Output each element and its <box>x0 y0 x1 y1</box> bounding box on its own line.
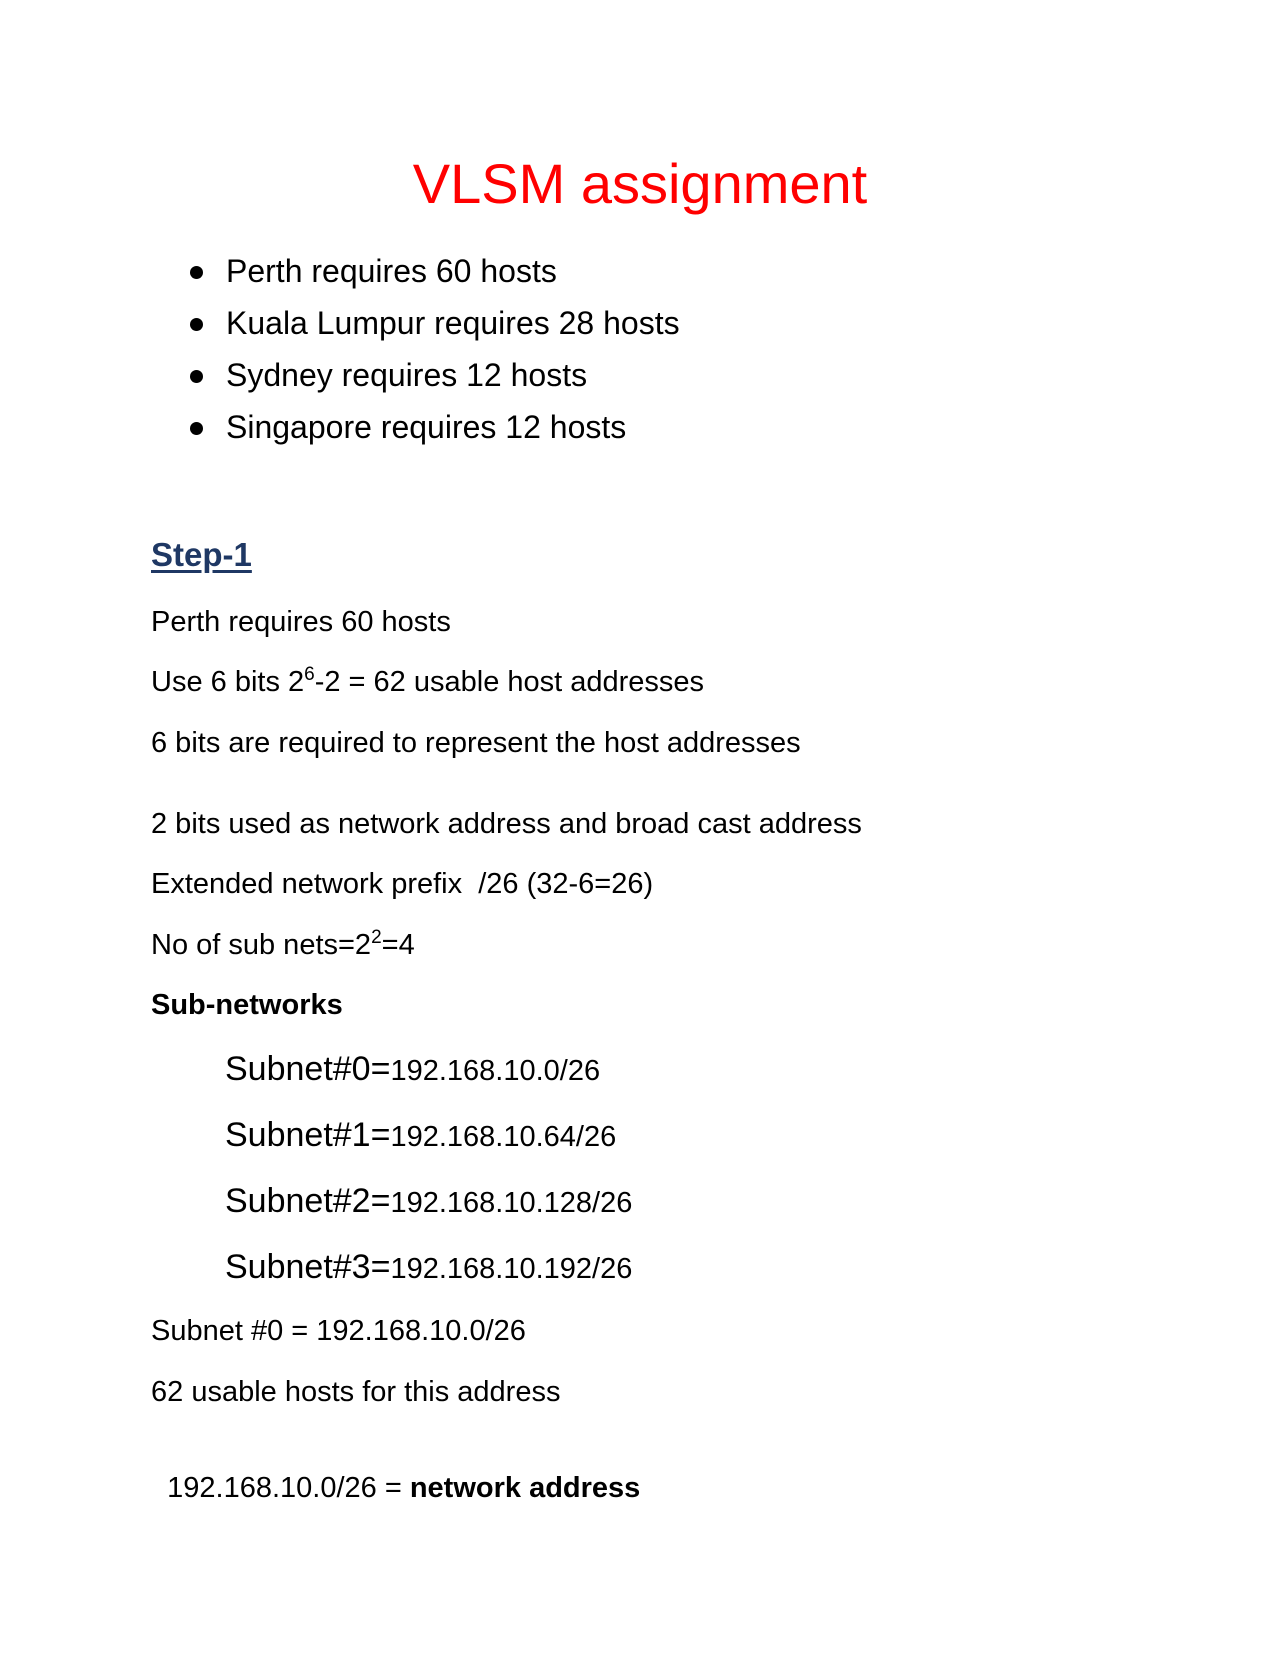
subnet-row <box>225 1115 616 1162</box>
requirement-text: Sydney requires 12 hosts <box>226 357 588 393</box>
requirement-text: Singapore requires 12 hosts <box>226 409 627 445</box>
extended-prefix-line: Extended network prefix /26 (32-6=26) <box>151 868 654 900</box>
perth-requirement-line: Perth requires 60 hosts <box>151 606 451 638</box>
subnet-row <box>225 1247 632 1294</box>
requirements-list <box>190 245 680 453</box>
use-bits-line <box>151 664 704 700</box>
network-address-label: network address <box>409 1472 641 1504</box>
bullet-icon <box>190 422 203 435</box>
num-subnets-suffix: =4 <box>381 929 415 961</box>
requirement-text: Kuala Lumpur requires 28 hosts <box>226 305 680 341</box>
num-subnets-prefix: No of sub nets=2 <box>151 929 372 961</box>
subnet-label: Subnet#3= <box>225 1248 391 1286</box>
subnet-value: 192.168.10.128/26 <box>390 1187 633 1219</box>
network-address-prefix: 192.168.10.0/26 = <box>167 1472 410 1504</box>
bullet-icon <box>190 370 203 383</box>
use-bits-prefix: Use 6 bits 2 <box>151 666 305 698</box>
use-bits-suffix: -2 = 62 usable host addresses <box>314 666 705 698</box>
list-item <box>190 245 680 297</box>
bullet-icon <box>190 318 203 331</box>
subnetworks-heading: Sub-networks <box>151 989 343 1021</box>
num-subnets-exponent: 2 <box>371 927 382 948</box>
bits-required-line: 6 bits are required to represent the host addresses <box>151 727 801 759</box>
use-bits-exponent: 6 <box>304 664 315 685</box>
requirement-text: Perth requires 60 hosts <box>226 253 557 289</box>
subnet-value: 192.168.10.192/26 <box>390 1253 633 1285</box>
subnet-label: Subnet#1= <box>225 1116 391 1154</box>
network-address-line <box>151 1434 640 1506</box>
num-subnets-line <box>151 927 415 963</box>
subnet-label: Subnet#0= <box>225 1050 391 1088</box>
subnet-value: 192.168.10.0/26 <box>390 1055 601 1087</box>
subnet-value: 192.168.10.64/26 <box>390 1121 617 1153</box>
subnet-row <box>225 1049 600 1096</box>
usable-hosts-line: 62 usable hosts for this address <box>151 1376 561 1408</box>
list-item <box>190 401 680 453</box>
list-item <box>190 297 680 349</box>
list-item <box>190 349 680 401</box>
bullet-icon <box>190 266 203 279</box>
document-title: VLSM assignment <box>412 152 868 215</box>
subnet-label: Subnet#2= <box>225 1182 391 1220</box>
subnet-row <box>225 1181 632 1228</box>
step-1-heading: Step-1 <box>151 536 252 573</box>
two-bits-line: 2 bits used as network address and broad cast address <box>151 808 862 840</box>
subnet0-line: Subnet #0 = 192.168.10.0/26 <box>151 1315 526 1347</box>
